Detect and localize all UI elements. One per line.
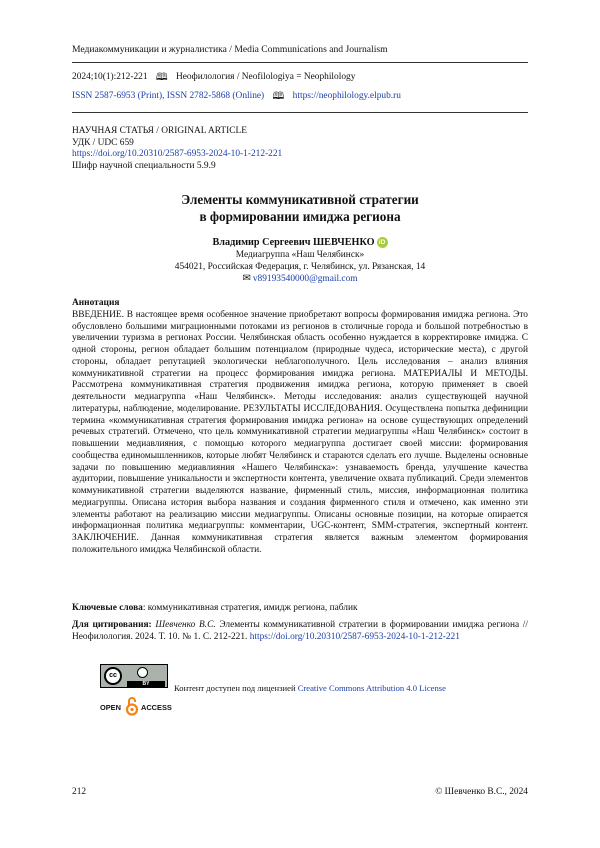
citation-text: Элементы коммуникативной стратегии в формировании имиджа региона // Неофилология. 2024. Т. 10. № 1. С. 212-221. (72, 620, 528, 642)
title-line-1: Элементы коммуникативной стратегии (181, 192, 419, 207)
person-icon (137, 667, 148, 678)
udk-code: УДК / UDC 659 (72, 137, 134, 148)
issn-text: ISSN 2587-6953 (Print), ISSN 2782-5868 (Online) (72, 91, 265, 101)
issn-line (72, 89, 401, 106)
copyright: © Шевченко В.С., 2024 (435, 787, 528, 797)
header-rule (72, 62, 528, 63)
title-line-2: в формировании имиджа региона (199, 209, 401, 224)
license-line (174, 683, 446, 693)
open-lock-icon (125, 696, 139, 716)
citation-doi-link[interactable]: https://doi.org/10.20310/2587-6953-2024-10-1-212-221 (249, 631, 460, 642)
author-address: 454021, Российская Федерация, г. Челябинск, ул. Рязанская, 14 (174, 261, 426, 272)
keywords-label: Ключевые слова (72, 603, 143, 613)
envelope-icon: ✉ (242, 273, 251, 285)
author-email-link[interactable]: v89193540000@gmail.com (252, 274, 358, 285)
page-number: 212 (72, 787, 87, 797)
orcid-icon[interactable]: iD (377, 237, 388, 248)
citation-label: Для цитирования: (72, 620, 152, 630)
cc-by-badge-icon[interactable] (100, 664, 168, 688)
license-link[interactable]: Creative Commons Attribution 4.0 License (297, 683, 446, 693)
abstract-heading: Аннотация (72, 298, 120, 308)
access-word: ACCESS (141, 703, 172, 712)
abstract-text: ВВЕДЕНИЕ. В настоящее время особенное значение приобретают вопросы формирования имиджа региона. Это обусловлено большими миграционными потоками из регионов в столичные города и большой потребностью в увеличении туризма в регионах России. Челябинская область особенно нуждается в корректировке имиджа. С одной стороны, регион обладает большим потенциалом (природные чудеса, исторические места), с другой стороны, обладает репутацией экологически неблагополучного. Цель исследования – анализ влияния коммуникативной стратегии на процесс формирования имиджа региона. МАТЕРИАЛЫ И МЕТОДЫ. Рассмотрена коммуникативная стратегия продвижения имиджа региона, которую применяет в своей деятельности медиагруппа «Наш Челябинск». Методы исследования: анализ существующей научной литературы, наблюдение, моделирование. РЕЗУЛЬТАТЫ ИССЛЕДОВАНИЯ. Осуществлена попытка дефиниции термина «коммуникативная стратегия формирования имиджа региона» на основе существующих определений речевых стратегий. Отмечено, что цель коммуникативной стратегии медиагруппы «Наш Челябинск» состоит в повышении медиавлияния, с помощью которого медиагруппа достигает своей миссии: формирования сообщества единомышленников, которые любят Челябинск и стараются сделать его лучше. Выделены основные задачи по повышению медиавлияния «Нашего Челябинска»: узнаваемость бренда, улучшение качества аудитории, повышение уникальности и экспертности контента, увеличение охвата публикаций. Среди элементов коммуникативной стратегии выделяются название, фирменный стиль, миссия, информационная политика медиагруппы. Описана история выбора названия и создания фирменного стиля и отмечено, как именно эти элементы работают на реализацию миссии медиагруппы. Описаны основные позиции, на которые опирается информационная политика медиагруппы: комментарии, UGC-контент, SMM-стратегия, экспертный контент. ЗАКЛЮЧЕНИЕ. Данная коммуникативная стратегия является важным элементом формирования положительного имиджа Челябинской области. (72, 309, 528, 555)
article-title (72, 191, 528, 225)
keywords (72, 603, 528, 615)
citation-author: Шевченко В.С. (155, 620, 216, 630)
article-type: НАУЧНАЯ СТАТЬЯ / ORIGINAL ARTICLE (72, 126, 247, 136)
author-affiliation: Медиагруппа «Наш Челябинск» (235, 249, 365, 260)
open-book-icon: 🕮 (272, 91, 285, 102)
article-meta (72, 126, 282, 172)
journal-section: Неофилология / Neofilologiya = Neophilology (176, 72, 356, 82)
doi-link[interactable]: https://doi.org/10.20310/2587-6953-2024-10-1-212-221 (72, 149, 283, 160)
journal-title: Медиакоммуникации и журналистика / Media Communications and Journalism (72, 44, 388, 55)
cc-icon: cc (104, 667, 122, 685)
author-name: Владимир Сергеевич ШЕВЧЕНКО (212, 237, 375, 248)
license-prefix: Контент доступен под лицензией (174, 683, 298, 693)
keywords-text: : коммуникативная стратегия, имидж региона, паблик (142, 603, 358, 613)
open-book-icon: 🕮 (155, 72, 168, 83)
specialty-code: Шифр научной специальности 5.9.9 (72, 160, 216, 171)
abstract (72, 298, 528, 557)
citation (72, 620, 528, 643)
header-rule-bottom (72, 112, 528, 113)
journal-site-link[interactable]: https://neophilology.elpub.ru (292, 91, 401, 101)
issue-number: 2024;10(1):212-221 (72, 72, 148, 82)
by-label: BY (127, 681, 165, 687)
author-block (72, 237, 528, 286)
issue-line (72, 70, 355, 87)
open-word: OPEN (100, 703, 121, 712)
